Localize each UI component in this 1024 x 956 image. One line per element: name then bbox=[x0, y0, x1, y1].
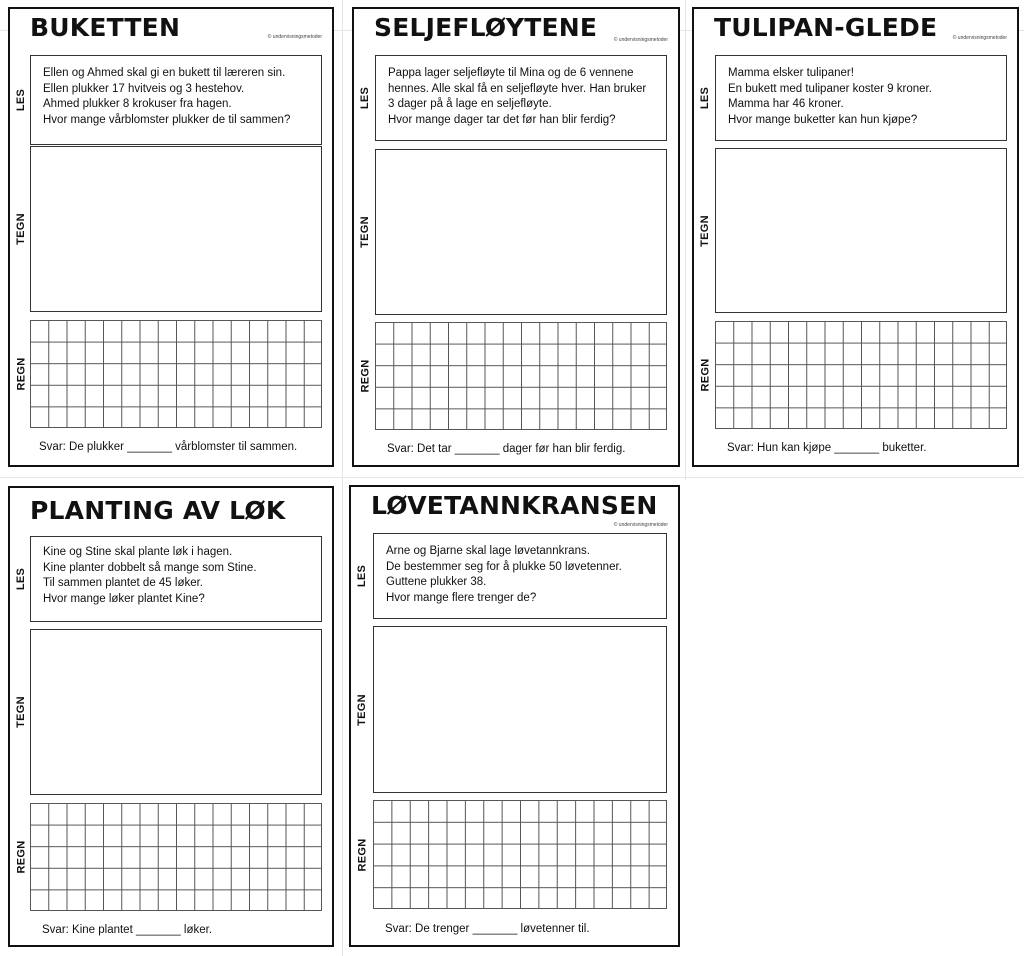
answer-line: Svar: Kine plantet _______ løker. bbox=[42, 924, 213, 936]
problem-line: Hvor mange vårblomster plukker de til sammen? bbox=[43, 113, 291, 126]
answer-line: Svar: Det tar _______ dager før han blir ferdig. bbox=[387, 443, 626, 455]
les-label: LES bbox=[699, 86, 712, 110]
task-card-planting-av-lok bbox=[8, 486, 334, 947]
problem-line: Kine planter dobbelt så mange som Stine. bbox=[43, 561, 257, 574]
card-title: BUKETTEN bbox=[30, 13, 181, 42]
tegn-label: TEGN bbox=[356, 693, 369, 726]
les-textbox bbox=[30, 536, 322, 622]
tegn-drawing-area[interactable] bbox=[30, 146, 322, 312]
task-card-buketten bbox=[8, 7, 334, 467]
les-textbox bbox=[375, 55, 667, 141]
copyright-notice: © undervisningsmetoder bbox=[952, 35, 1007, 41]
problem-line: Hvor mange løker plantet Kine? bbox=[43, 592, 205, 605]
problem-line: hennes. Alle skal få en seljefløyte hver. Han bruker bbox=[388, 82, 647, 95]
les-label: LES bbox=[359, 86, 372, 110]
card-title: TULIPAN-GLEDE bbox=[714, 13, 938, 42]
card-title: SELJEFLØYTENE bbox=[374, 13, 598, 42]
les-textbox bbox=[30, 55, 322, 145]
les-textbox bbox=[715, 55, 1007, 141]
task-card-seljefloytene bbox=[352, 7, 680, 467]
problem-line: Kine og Stine skal plante løk i hagen. bbox=[43, 546, 233, 558]
tegn-drawing-area[interactable] bbox=[373, 626, 667, 793]
problem-line: Mamma har 46 kroner. bbox=[728, 98, 844, 110]
problem-line: Ahmed plukker 8 krokuser fra hagen. bbox=[43, 98, 232, 110]
answer-line: Svar: De trenger _______ løvetenner til. bbox=[385, 923, 590, 935]
regn-grid[interactable] bbox=[30, 803, 322, 911]
problem-line: Mamma elsker tulipaner! bbox=[728, 67, 854, 79]
copyright-notice: © undervisningsmetoder bbox=[613, 522, 668, 528]
tegn-label: TEGN bbox=[359, 216, 372, 248]
tegn-drawing-area[interactable] bbox=[715, 148, 1007, 313]
regn-grid[interactable] bbox=[375, 322, 667, 430]
problem-line: Hvor mange buketter kan hun kjøpe? bbox=[728, 113, 918, 126]
page-divider bbox=[685, 0, 686, 480]
page-divider bbox=[0, 477, 1024, 478]
regn-label: REGN bbox=[356, 838, 369, 871]
les-label: LES bbox=[15, 88, 28, 112]
regn-grid[interactable] bbox=[715, 321, 1007, 429]
problem-line: Ellen plukker 17 hvitveis og 3 hestehov. bbox=[43, 82, 245, 95]
problem-line: Til sammen plantet de 45 løker. bbox=[43, 577, 204, 589]
regn-label: REGN bbox=[699, 358, 712, 392]
regn-grid[interactable] bbox=[373, 800, 667, 909]
regn-grid[interactable] bbox=[30, 320, 322, 428]
problem-line: Pappa lager seljefløyte til Mina og de 6 vennene bbox=[388, 67, 634, 79]
problem-line: De bestemmer seg for å plukke 50 løvetenner. bbox=[386, 560, 622, 573]
tegn-drawing-area[interactable] bbox=[30, 629, 322, 795]
tegn-label: TEGN bbox=[699, 214, 712, 247]
tegn-drawing-area[interactable] bbox=[375, 149, 667, 315]
tegn-label: TEGN bbox=[15, 696, 28, 728]
problem-line: Ellen og Ahmed skal gi en bukett til læreren sin. bbox=[43, 67, 286, 79]
card-title: LØVETANNKRANSEN bbox=[371, 491, 658, 520]
task-card-lovetannkransen bbox=[349, 485, 680, 947]
copyright-notice: © undervisningsmetoder bbox=[267, 34, 322, 40]
les-label: LES bbox=[15, 567, 28, 591]
answer-line: Svar: De plukker _______ vårblomster til sammen. bbox=[39, 441, 298, 453]
page-divider bbox=[342, 0, 343, 956]
regn-label: REGN bbox=[15, 840, 28, 874]
problem-line: Guttene plukker 38. bbox=[386, 576, 487, 588]
regn-label: REGN bbox=[359, 359, 372, 393]
regn-label: REGN bbox=[15, 357, 28, 391]
problem-line: Arne og Bjarne skal lage løvetannkrans. bbox=[386, 545, 590, 557]
answer-line: Svar: Hun kan kjøpe _______ buketter. bbox=[727, 442, 927, 454]
les-label: LES bbox=[356, 564, 369, 588]
problem-line: Hvor mange flere trenger de? bbox=[386, 591, 537, 604]
problem-line: En bukett med tulipaner koster 9 kroner. bbox=[728, 82, 932, 95]
task-card-tulipan-glede bbox=[692, 7, 1019, 467]
problem-line: Hvor mange dager tar det før han blir ferdig? bbox=[388, 113, 616, 126]
card-title: PLANTING AV LØK bbox=[30, 496, 286, 525]
tegn-label: TEGN bbox=[15, 213, 28, 245]
les-textbox bbox=[373, 533, 667, 619]
copyright-notice: © undervisningsmetoder bbox=[613, 37, 668, 43]
problem-line: 3 dager på å lage en seljefløyte. bbox=[388, 98, 552, 110]
